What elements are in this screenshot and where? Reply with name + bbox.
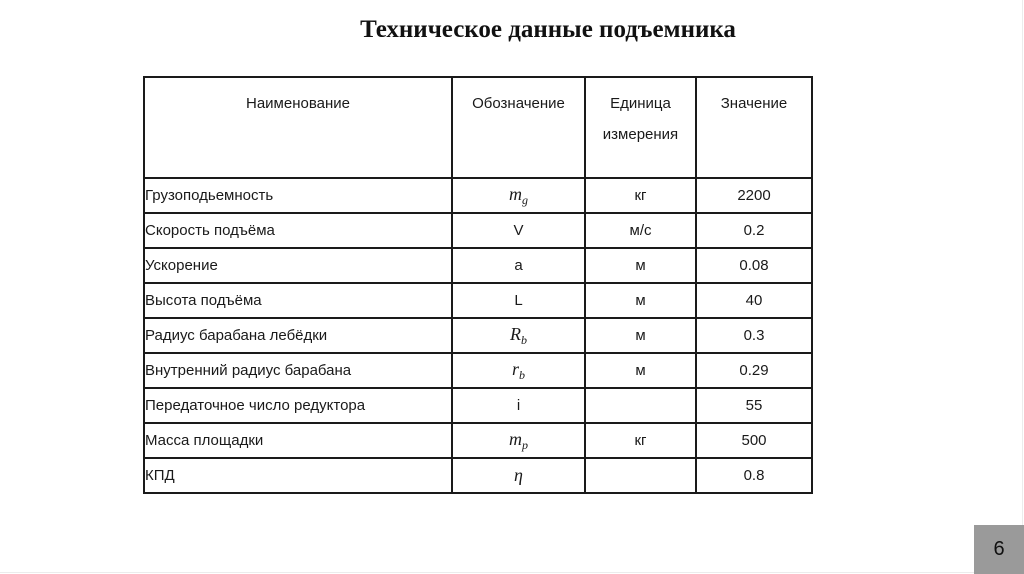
cell-value: 0.3 (696, 318, 812, 353)
cell-unit: кг (585, 178, 696, 213)
symbol-subscript: b (519, 367, 525, 382)
cell-unit (585, 458, 696, 493)
cell-symbol (452, 353, 585, 388)
cell-unit: м (585, 318, 696, 353)
specifications-table (143, 76, 813, 494)
symbol-wrap (511, 358, 525, 382)
cell-value: 0.08 (696, 248, 812, 283)
symbol-main: L (514, 292, 523, 309)
table-row (144, 178, 812, 213)
cell-symbol (452, 318, 585, 353)
slide-title: Техническое данные подъемника (360, 16, 736, 43)
symbol-subscript: g (522, 192, 528, 207)
cell-name: Грузоподьемность (144, 178, 452, 213)
table-row (144, 353, 812, 388)
table-row (144, 248, 812, 283)
cell-unit (585, 388, 696, 423)
symbol-main: R (510, 323, 521, 344)
cell-name: КПД (144, 458, 452, 493)
table-row (144, 213, 812, 248)
symbol-subscript: b (521, 332, 527, 347)
table-row (144, 388, 812, 423)
header-value: Значение (696, 77, 812, 178)
header-symbol: Обозначение (452, 77, 585, 178)
symbol-main: i (516, 397, 521, 414)
page-number-badge: 6 (974, 525, 1024, 574)
cell-value: 0.2 (696, 213, 812, 248)
cell-name: Масса площадки (144, 423, 452, 458)
symbol-main: r (511, 358, 519, 379)
table-row (144, 458, 812, 493)
cell-value: 2200 (696, 178, 812, 213)
table-row (144, 318, 812, 353)
table-header-row (144, 77, 812, 178)
cell-value: 55 (696, 388, 812, 423)
cell-symbol (452, 388, 585, 423)
cell-name: Радиус барабана лебёдки (144, 318, 452, 353)
cell-name: Ускорение (144, 248, 452, 283)
symbol-wrap (510, 323, 527, 347)
cell-name: Скорость подъёма (144, 213, 452, 248)
cell-value: 500 (696, 423, 812, 458)
cell-value: 40 (696, 283, 812, 318)
cell-name: Внутренний радиус барабана (144, 353, 452, 388)
cell-value: 0.29 (696, 353, 812, 388)
symbol-wrap (509, 428, 528, 452)
cell-unit: м (585, 353, 696, 388)
cell-symbol (452, 178, 585, 213)
cell-unit: м/с (585, 213, 696, 248)
cell-symbol (452, 213, 585, 248)
symbol-main: a (514, 257, 523, 274)
symbol-main: η (514, 465, 523, 485)
cell-symbol (452, 423, 585, 458)
symbol-subscript: p (522, 437, 528, 452)
header-name: Наименование (144, 77, 452, 178)
symbol-wrap (509, 183, 528, 207)
table-row (144, 283, 812, 318)
symbol-main: m (509, 183, 522, 204)
cell-unit: кг (585, 423, 696, 458)
symbol-main: V (513, 222, 524, 239)
cell-symbol (452, 283, 585, 318)
header-unit: Единица измерения (585, 77, 696, 178)
symbol-main: m (509, 428, 522, 449)
cell-unit: м (585, 283, 696, 318)
cell-symbol (452, 248, 585, 283)
table-row (144, 423, 812, 458)
cell-symbol (452, 458, 585, 493)
cell-name: Высота подъёма (144, 283, 452, 318)
cell-name: Передаточное число редуктора (144, 388, 452, 423)
cell-unit: м (585, 248, 696, 283)
cell-value: 0.8 (696, 458, 812, 493)
